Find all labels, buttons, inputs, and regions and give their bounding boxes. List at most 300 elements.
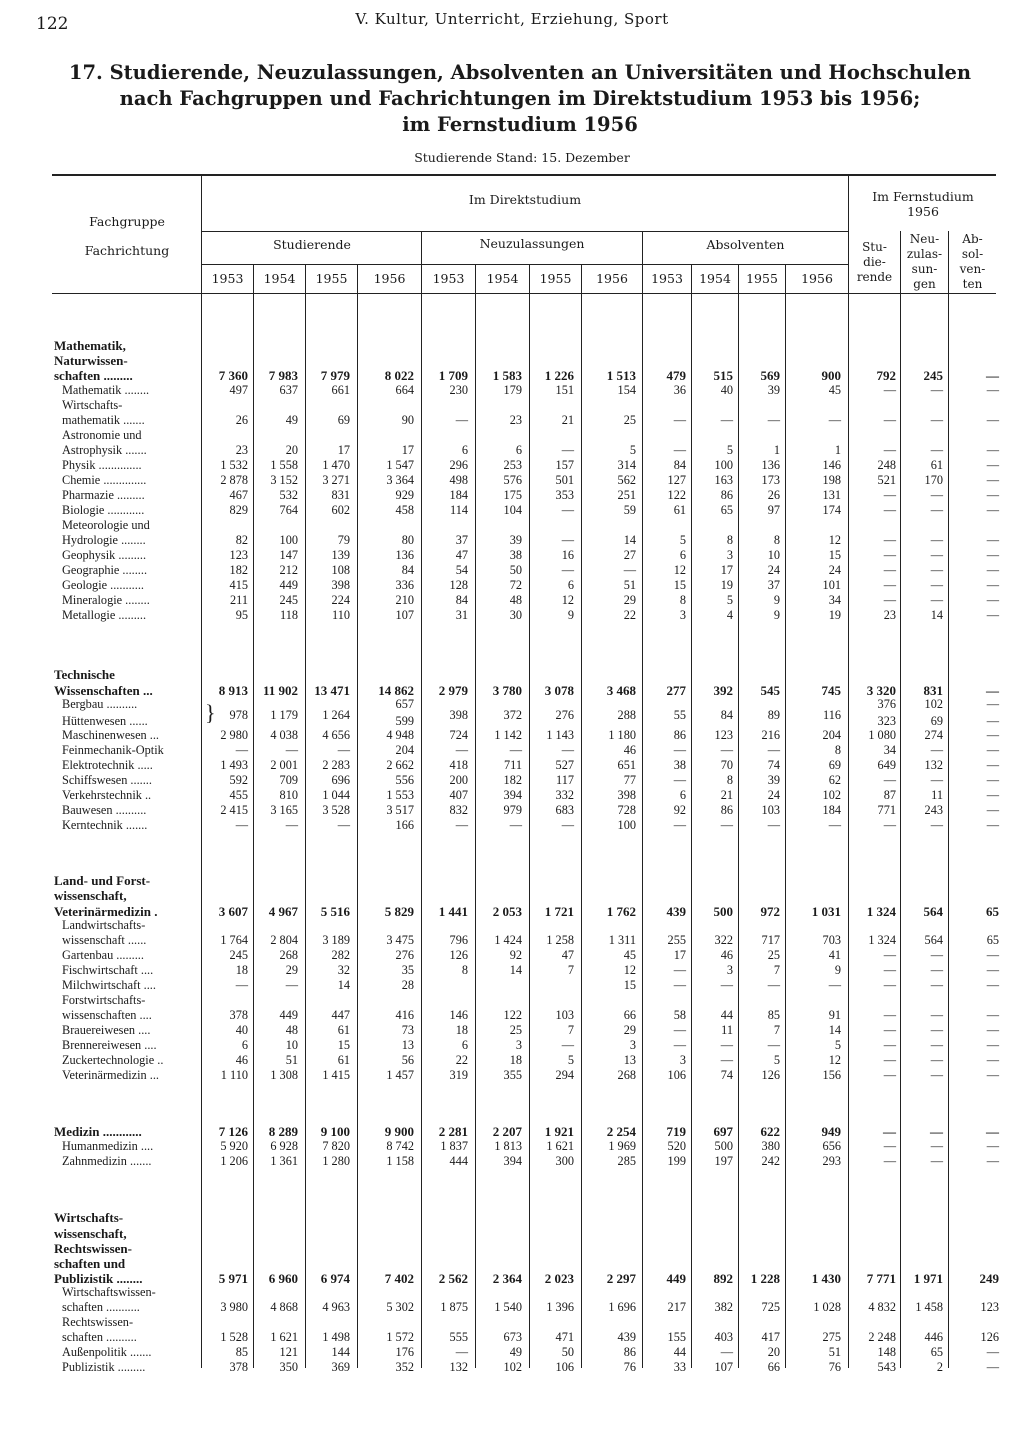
cell: — [986, 533, 999, 547]
cell: 276 [395, 948, 414, 962]
cell: 355 [503, 1068, 522, 1082]
cell: 637 [279, 383, 298, 397]
cell: 14 [623, 533, 636, 547]
cell: 1 547 [386, 458, 414, 472]
cell: 1 264 [322, 708, 350, 722]
fern-stud-line: Stu- [862, 240, 887, 254]
cell: 1 457 [386, 1068, 414, 1082]
cell: 163 [714, 473, 733, 487]
cell: 65 [986, 933, 999, 947]
cell: 439 [617, 1330, 636, 1344]
cell: — [930, 948, 943, 962]
cell: 59 [623, 503, 636, 517]
cell: 23 [509, 413, 522, 427]
cell: 4 967 [268, 904, 298, 919]
row-label: Publizistik ........ [54, 1271, 143, 1286]
row-label: Rechtswissen- [54, 1241, 132, 1256]
cell: 87 [883, 788, 896, 802]
cell: 17 [720, 563, 733, 577]
cell: — [930, 1053, 943, 1067]
cell: 562 [617, 473, 636, 487]
cell: 8 022 [384, 368, 414, 383]
cell: — [561, 533, 574, 547]
cell: 17 [673, 948, 686, 962]
cell: 268 [279, 948, 298, 962]
cell: — [883, 1053, 896, 1067]
row-label: Maschinenwesen ... [62, 728, 159, 742]
cell: 34 [828, 593, 841, 607]
cell: 2 283 [322, 758, 350, 772]
cell: — [455, 413, 468, 427]
cell: 10 [767, 548, 780, 562]
row-label: wissenschaften .... [62, 1008, 152, 1022]
cell: 31 [455, 608, 468, 622]
row-label: Mathematik, [54, 338, 126, 353]
cell: 20 [767, 1345, 780, 1359]
cell: 3 152 [270, 473, 298, 487]
cell: 527 [555, 758, 574, 772]
year-header: 1953 [211, 271, 244, 286]
cell: 1 762 [606, 904, 636, 919]
year-header: 1953 [651, 271, 683, 286]
year-header: 1954 [486, 271, 519, 286]
cell: 719 [666, 1124, 686, 1139]
cell: 230 [449, 383, 468, 397]
cell: 123 [980, 1300, 999, 1314]
cell: 132 [924, 758, 943, 772]
cell: 126 [980, 1330, 999, 1344]
row-label: wissenschaft, [54, 888, 127, 903]
cell: 8 [726, 773, 733, 787]
cell: 479 [666, 368, 686, 383]
cell: 1 080 [868, 728, 896, 742]
cell: 664 [395, 383, 414, 397]
header-fern-neuzulassungen [901, 232, 948, 292]
cell: 41 [828, 948, 841, 962]
row-label: Landwirtschafts- [62, 918, 146, 932]
cell: 1 532 [220, 458, 248, 472]
cell: 792 [876, 368, 896, 383]
row-label: Verkehrstechnik .. [62, 788, 152, 802]
cell: 7 771 [866, 1271, 896, 1286]
cell: — [883, 1139, 896, 1153]
cell: 4 038 [270, 728, 298, 742]
cell: 80 [401, 533, 414, 547]
cell: 1 709 [438, 368, 468, 383]
header-fernstudium-line2: 1956 [907, 204, 939, 219]
cell: — [986, 1360, 999, 1374]
cell: 184 [822, 803, 841, 817]
cell: — [561, 443, 574, 457]
cell: — [930, 1154, 943, 1168]
cell: 248 [877, 458, 896, 472]
cell: 3 [679, 1053, 686, 1067]
cell: — [767, 978, 780, 992]
fern-stud-line: rende [856, 270, 893, 284]
cell: 198 [822, 473, 841, 487]
stub-header-fachrichtung: Fachrichtung [84, 243, 170, 258]
row-label: Zahnmedizin ....... [62, 1154, 152, 1168]
header-rule-years [202, 264, 848, 265]
row-label: Geographie ........ [62, 563, 148, 577]
cell: 19 [828, 608, 841, 622]
cell: — [883, 488, 896, 502]
cell: 126 [761, 1068, 780, 1082]
cell: — [455, 1345, 468, 1359]
row-label: Publizistik ......... [62, 1360, 146, 1374]
cell: 61 [337, 1023, 350, 1037]
cell: 332 [555, 788, 574, 802]
cell: 84 [455, 593, 468, 607]
cell: 122 [503, 1008, 522, 1022]
cell: 13 [401, 1038, 414, 1052]
cell: 545 [760, 683, 780, 698]
row-label: wissenschaft ...... [62, 933, 147, 947]
cell: — [930, 533, 943, 547]
cell: 471 [555, 1330, 574, 1344]
cell: 72 [509, 578, 522, 592]
cell: 336 [395, 578, 414, 592]
cell: 26 [767, 488, 780, 502]
cell: 7 [567, 963, 574, 977]
row-label: Wirtschaftswissen- [62, 1285, 156, 1299]
cell: — [986, 714, 999, 728]
cell: 8 [773, 533, 780, 547]
cell: 101 [822, 578, 841, 592]
cell: — [986, 563, 999, 577]
cell: — [986, 473, 999, 487]
cell: 23 [235, 443, 248, 457]
cell: 46 [623, 743, 636, 757]
cell: — [720, 1053, 733, 1067]
fern-abs-line: sol- [961, 247, 984, 261]
cell: 416 [395, 1008, 414, 1022]
fern-abs-line: ven- [959, 262, 986, 276]
cell: — [673, 1038, 686, 1052]
cell: 3 [515, 1038, 522, 1052]
cell: — [561, 743, 574, 757]
cell: 2 979 [438, 683, 468, 698]
row-label: Gartenbau ......... [62, 948, 144, 962]
cell: 200 [449, 773, 468, 787]
cell: 2 364 [492, 1271, 522, 1286]
cell: 28 [401, 978, 414, 992]
cell: — [673, 743, 686, 757]
cell: 55 [673, 708, 686, 722]
cell: — [285, 743, 298, 757]
cell: 2 023 [544, 1271, 574, 1286]
cell: — [883, 563, 896, 577]
cell: 117 [556, 773, 574, 787]
cell: 147 [279, 548, 298, 562]
cell: 697 [713, 1124, 733, 1139]
header-neuzulassungen: Neuzulassungen [479, 236, 585, 251]
cell: 77 [623, 773, 636, 787]
cell: — [986, 1345, 999, 1359]
vrule-1955 [305, 264, 306, 1368]
cell: 7 402 [384, 1271, 414, 1286]
cell: 1 572 [386, 1330, 414, 1344]
cell: — [673, 978, 686, 992]
cell: 497 [229, 383, 248, 397]
cell: 17 [337, 443, 350, 457]
cell: — [883, 578, 896, 592]
year-header: 1955 [315, 271, 348, 286]
cell: — [986, 963, 999, 977]
cell: — [673, 413, 686, 427]
vrule-neu-1954 [475, 264, 476, 1368]
cell: 415 [229, 578, 248, 592]
cell: — [986, 1124, 999, 1139]
cell: 683 [555, 803, 574, 817]
cell: 84 [720, 708, 733, 722]
cell: — [720, 978, 733, 992]
cell: — [883, 773, 896, 787]
row-label: Brauereiwesen .... [62, 1023, 151, 1037]
cell: 398 [331, 578, 350, 592]
cell: — [986, 1068, 999, 1082]
cell: 8 [726, 533, 733, 547]
vrule-fern-neu [900, 231, 901, 1368]
row-label: Biologie ............ [62, 503, 145, 517]
cell: 392 [713, 683, 733, 698]
cell: 174 [822, 503, 841, 517]
cell: 1 324 [866, 904, 896, 919]
cell: 4 868 [270, 1300, 298, 1314]
row-label: Physik .............. [62, 458, 142, 472]
cell: — [673, 818, 686, 832]
cell: 276 [555, 708, 574, 722]
cell: — [883, 978, 896, 992]
cell: — [720, 1038, 733, 1052]
cell: — [883, 948, 896, 962]
row-label: Außenpolitik ....... [62, 1345, 152, 1359]
cell: 100 [279, 533, 298, 547]
cell: 5 [679, 533, 686, 547]
cell: 182 [229, 563, 248, 577]
cell: 2 053 [492, 904, 522, 919]
cell: — [235, 743, 248, 757]
cell: 1 498 [322, 1330, 350, 1344]
cell: 2 297 [606, 1271, 636, 1286]
cell: 14 [930, 608, 943, 622]
cell: 114 [450, 503, 468, 517]
cell: 73 [401, 1023, 414, 1037]
cell: 1 226 [544, 368, 574, 383]
cell: — [986, 788, 999, 802]
row-label: Zuckertechnologie .. [62, 1053, 164, 1067]
cell: — [561, 563, 574, 577]
cell: — [930, 1139, 943, 1153]
cell: 36 [673, 383, 686, 397]
cell: 3 980 [220, 1300, 248, 1314]
cell: 14 862 [378, 683, 414, 698]
cell: 39 [767, 383, 780, 397]
title-line-2: nach Fachgruppen und Fachrichtungen im Direktstudium 1953 bis 1956; [119, 87, 921, 110]
cell: 2 207 [492, 1124, 522, 1139]
cell: 21 [561, 413, 574, 427]
cell: 5 [726, 593, 733, 607]
cell: 9 [834, 963, 841, 977]
cell: 29 [623, 1023, 636, 1037]
table-top-rule [52, 174, 996, 176]
cell: — [883, 443, 896, 457]
cell: 515 [713, 368, 733, 383]
cell: 1 875 [440, 1300, 468, 1314]
cell: 1 031 [811, 904, 841, 919]
cell: 13 [623, 1053, 636, 1067]
cell: — [337, 743, 350, 757]
cell: 831 [331, 488, 350, 502]
cell: 728 [617, 803, 636, 817]
cell: 656 [822, 1139, 841, 1153]
cell: 12 [828, 533, 841, 547]
vrule-abs-1954 [691, 264, 692, 1368]
cell: 107 [395, 608, 414, 622]
cell: 23 [883, 608, 896, 622]
cell: — [883, 533, 896, 547]
cell: 1 764 [220, 933, 248, 947]
row-label: wissenschaft, [54, 1226, 127, 1241]
cell: 85 [767, 1008, 780, 1022]
cell: 564 [924, 933, 943, 947]
cell: — [883, 413, 896, 427]
row-label: Geologie ........... [62, 578, 144, 592]
cell: 673 [503, 1330, 522, 1344]
cell: 45 [623, 948, 636, 962]
cell: 136 [395, 548, 414, 562]
cell: — [673, 963, 686, 977]
cell: 394 [503, 1154, 522, 1168]
cell: 173 [761, 473, 780, 487]
cell: 33 [673, 1360, 686, 1374]
cell: 1 180 [608, 728, 636, 742]
cell: 288 [617, 708, 636, 722]
cell: 520 [667, 1139, 686, 1153]
cell: 314 [617, 458, 636, 472]
fern-neu-line: gen [913, 277, 936, 291]
cell: 1 553 [386, 788, 414, 802]
cell: 268 [617, 1068, 636, 1082]
cell: 37 [455, 533, 468, 547]
cell: 11 [931, 788, 943, 802]
cell: 764 [279, 503, 298, 517]
row-label: Fischwirtschaft .... [62, 963, 154, 977]
cell: 25 [767, 948, 780, 962]
cell: 929 [395, 488, 414, 502]
cell: 1 558 [270, 458, 298, 472]
cell: 49 [509, 1345, 522, 1359]
row-label: Hydrologie ........ [62, 533, 146, 547]
cell: 467 [229, 488, 248, 502]
cell: 54 [455, 563, 468, 577]
row-label: Medizin ............ [54, 1124, 142, 1139]
cell: 212 [279, 563, 298, 577]
cell: 12 [561, 593, 574, 607]
cell: 378 [229, 1008, 248, 1022]
cell: — [673, 1023, 686, 1037]
cell: — [673, 773, 686, 787]
year-header: 1954 [263, 271, 296, 286]
cell: 176 [395, 1345, 414, 1359]
cell: — [986, 758, 999, 772]
cell: — [930, 963, 943, 977]
cell: 1 142 [494, 728, 522, 742]
cell: 1 430 [811, 1271, 841, 1286]
row-label: Mineralogie ........ [62, 593, 150, 607]
cell: 4 948 [386, 728, 414, 742]
cell: 1 308 [270, 1068, 298, 1082]
fern-neu-line: sun- [911, 262, 938, 276]
cell: 382 [714, 1300, 733, 1314]
cell: 1 921 [544, 1124, 574, 1139]
vrule-1956 [357, 264, 358, 1368]
row-label: Brennereiwesen .... [62, 1038, 157, 1052]
cell: 651 [617, 758, 636, 772]
fern-abs-line: ten [962, 277, 983, 291]
cell: — [930, 818, 943, 832]
cell: 1 621 [270, 1330, 298, 1344]
cell: — [455, 743, 468, 757]
cell: 296 [449, 458, 468, 472]
cell: — [285, 978, 298, 992]
cell: 118 [280, 608, 298, 622]
cell: 5 302 [386, 1300, 414, 1314]
cell: 5 829 [384, 904, 414, 919]
cell: 40 [235, 1023, 248, 1037]
cell: 69 [337, 413, 350, 427]
cell: 100 [714, 458, 733, 472]
cell: 65 [986, 904, 999, 919]
cell: 89 [767, 708, 780, 722]
cell: 29 [285, 963, 298, 977]
row-label: Mathematik ........ [62, 383, 150, 397]
row-label: Humanmedizin .... [62, 1139, 154, 1153]
cell: 9 [773, 608, 780, 622]
header-studierende: Studierende [273, 237, 351, 252]
row-label: Feinmechanik-Optik [62, 743, 164, 757]
row-label: schaften ......... [54, 368, 133, 383]
cell: 27 [623, 548, 636, 562]
cell: — [986, 488, 999, 502]
cell: 5 [567, 1053, 574, 1067]
cell: — [930, 413, 943, 427]
cell: 369 [331, 1360, 350, 1374]
cell: 245 [279, 593, 298, 607]
row-label: schaften .......... [62, 1330, 137, 1344]
cell: 126 [449, 948, 468, 962]
cell: 4 [726, 608, 733, 622]
row-label: Wirtschafts- [54, 1210, 124, 1225]
cell: 1 470 [322, 458, 350, 472]
year-header: 1956 [373, 271, 406, 286]
row-label: Meteorologie und [62, 518, 150, 532]
cell: — [930, 593, 943, 607]
cell: 19 [720, 578, 733, 592]
cell: 1 540 [494, 1300, 522, 1314]
cell: 148 [877, 1345, 896, 1359]
cell: 2 254 [606, 1124, 636, 1139]
cell: 30 [509, 608, 522, 622]
cell: 4 963 [322, 1300, 350, 1314]
cell: 25 [509, 1023, 522, 1037]
cell: — [767, 743, 780, 757]
cell: 892 [713, 1271, 733, 1286]
cell: 155 [667, 1330, 686, 1344]
cell: 592 [229, 773, 248, 787]
cell: 61 [337, 1053, 350, 1067]
cell: 38 [509, 548, 522, 562]
